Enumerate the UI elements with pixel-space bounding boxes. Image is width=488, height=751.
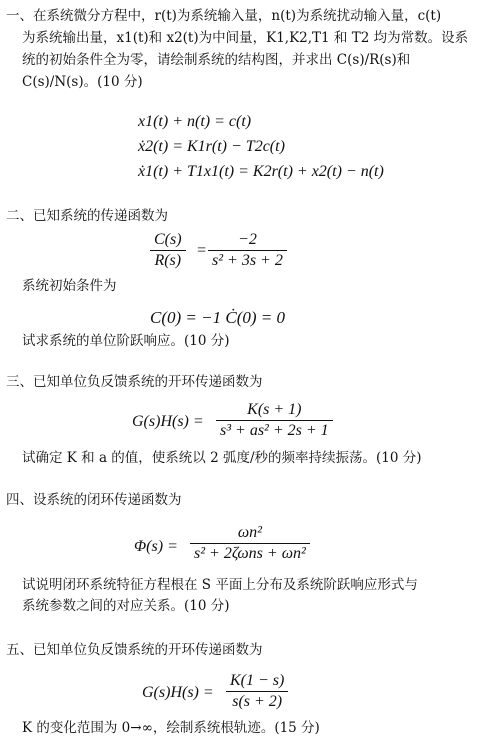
q4-lhs: Φ(s) = xyxy=(134,538,178,555)
q1-equation-3: ẋ1(t) + T1x1(t) = K2r(t) + x2(t) − n(t) xyxy=(138,163,384,180)
q2-text-line3: 试求系统的单位阶跃响应。(10 分) xyxy=(22,333,230,349)
q2-text-line1: 二、已知系统的传递函数为 xyxy=(6,208,168,224)
q2-rhs-numerator: −2 xyxy=(208,230,287,251)
q2-rhs-fraction xyxy=(208,230,287,271)
q1-equation-1: x1(t) + n(t) = c(t) xyxy=(138,113,252,130)
q3-text-line2: 试确定 K 和 a 的值，使系统以 2 弧度/秒的频率持续振荡。(10 分) xyxy=(22,450,422,466)
q2-lhs-numerator: C(s) xyxy=(150,230,186,251)
q2-rhs-denominator: s² + 3s + 2 xyxy=(212,252,283,269)
q1-text-line4: C(s)/N(s)。(10 分) xyxy=(22,74,143,90)
q5-text-line1: 五、已知单位负反馈系统的开环传递函数为 xyxy=(6,642,263,658)
q4-fraction xyxy=(190,523,310,564)
q3-fraction xyxy=(216,400,333,441)
q5-text-line2: K 的变化范围为 0→∞，绘制系统根轨迹。(15 分) xyxy=(22,720,320,736)
q2-equals-sign: = xyxy=(196,242,207,259)
q4-denominator: s² + 2ζωns + ωn² xyxy=(194,545,306,562)
q4-text-line1: 四、设系统的闭环传递函数为 xyxy=(6,492,182,508)
q4-text-line2: 试说明闭环系统特征方程根在 S 平面上分布及系统阶跃响应形式与 xyxy=(22,577,418,593)
q1-text-line2: 为系统输出量，x1(t)和 x2(t)为中间量，K1,K2,T1 和 T2 均为常数。设系 xyxy=(22,30,469,46)
q5-lhs: G(s)H(s) = xyxy=(142,684,214,701)
q3-text-line1: 三、已知单位负反馈系统的开环传递函数为 xyxy=(6,374,263,390)
q3-lhs: G(s)H(s) = xyxy=(132,413,204,430)
q1-text-line3: 统的初始条件全为零，请绘制系统的结构图，并求出 C(s)/R(s)和 xyxy=(22,52,411,68)
q1-text-line1: 一、在系统微分方程中，r(t)为系统输入量，n(t)为系统扰动输入量，c(t) xyxy=(6,8,442,24)
q1-equation-2: ẋ2(t) = K1r(t) − T2c(t) xyxy=(138,138,285,155)
q3-numerator: K(s + 1) xyxy=(216,400,333,421)
q4-text-line3: 系统参数之间的对应关系。(10 分) xyxy=(22,598,230,614)
q2-lhs-denominator: R(s) xyxy=(154,252,182,269)
q5-numerator: K(1 − s) xyxy=(226,671,288,692)
q2-initial-conditions: C(0) = −1 Ċ(0) = 0 xyxy=(150,308,285,327)
q3-denominator: s³ + as² + 2s + 1 xyxy=(220,422,329,439)
q4-numerator: ωn² xyxy=(190,523,310,544)
q2-lhs-fraction xyxy=(150,230,186,271)
q5-denominator: s(s + 2) xyxy=(232,693,283,710)
q5-fraction xyxy=(226,671,288,712)
q2-text-line2: 系统初始条件为 xyxy=(22,278,117,294)
